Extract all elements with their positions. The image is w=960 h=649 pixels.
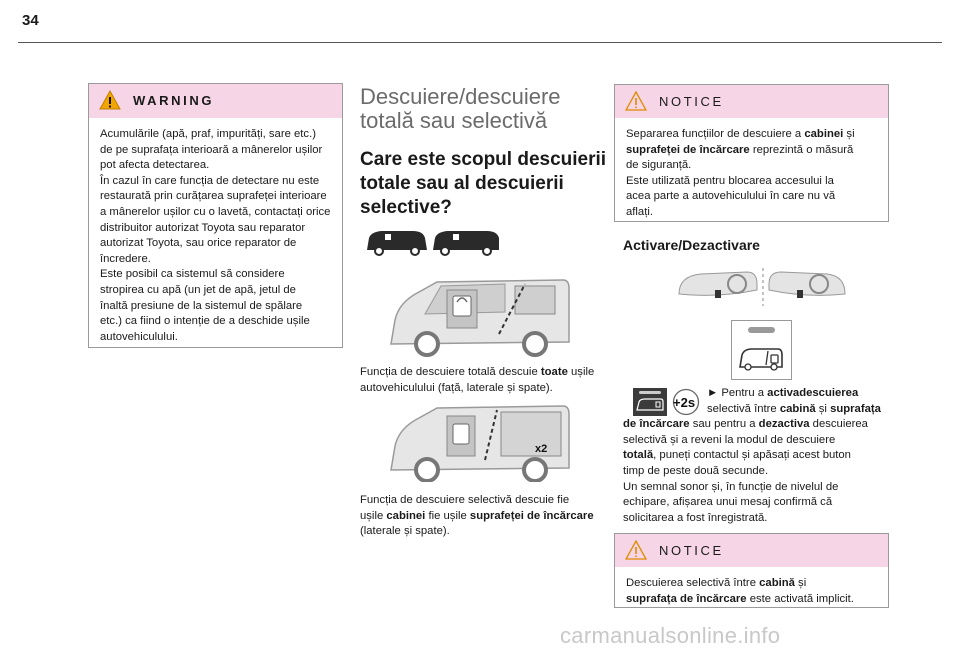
notice-line: acea parte a autovehiculului în care nu vă	[626, 190, 836, 203]
watermark: carmanualsonline.info	[560, 623, 781, 648]
warning-body	[89, 118, 342, 353]
total-unlock-text	[360, 365, 610, 396]
notice-line: suprafeței de încărcare reprezintă o măsură	[626, 143, 854, 156]
notice-box	[614, 84, 889, 222]
warning-box	[88, 83, 343, 348]
activation-line: ► Pentru a activadescuierea	[707, 387, 859, 399]
activation-line: totală, puneți contactul și apăsați acest buton	[623, 449, 851, 462]
van-total-unlock-illustration	[385, 272, 575, 358]
notice-header	[615, 85, 888, 118]
notice-body	[615, 567, 888, 615]
selective-unlock-line: ușile cabinei fie ușile suprafeței de încărcare	[360, 509, 594, 522]
activation-line: solicitarea a fost înregistrată.	[623, 511, 768, 524]
selective-unlock-line: (laterale și spate).	[360, 525, 450, 538]
warning-line: autorizat Toyota, sau orice reparator de	[100, 237, 297, 250]
section-subtitle-line: Care este scopul descuierii	[360, 149, 607, 170]
warning-line: a mânerelor ușilor cu o lavetă, contactați orice	[100, 205, 331, 218]
hold-badge-text: +2s	[673, 395, 696, 410]
selective-unlock-text	[360, 493, 615, 540]
notice-line: Separarea funcțiilor de descuiere a cabinei și	[626, 128, 855, 140]
activation-line: Un semnal sonor și, în funcție de nivelul de	[623, 480, 839, 493]
activation-heading: Activare/Dezactivare	[623, 237, 760, 253]
section-subtitle-line: totale sau al descuierii	[360, 173, 564, 194]
warning-line: Acumulările (apă, praf, impurități, sare etc.)	[100, 128, 316, 140]
activation-line: timp de peste două secunde.	[623, 464, 769, 477]
svg-text:x2: x2	[535, 443, 548, 455]
notice-line: Descuierea selectivă între cabină și	[626, 577, 807, 589]
total-unlock-line: autovehiculului (față, laterale și spate).	[360, 381, 553, 394]
section-title-line: Descuiere/descuiere	[360, 84, 561, 109]
notice-title: NOTICE	[659, 543, 724, 558]
notice-line: aflați.	[626, 205, 654, 218]
notice-box-2	[614, 533, 889, 608]
van-selective-unlock-illustration	[385, 400, 575, 482]
warning-line: încredere.	[100, 252, 151, 265]
dashboard-button-location-illustration	[677, 264, 847, 308]
section-title-line: totală sau selectivă	[360, 108, 548, 133]
activation-text	[623, 386, 891, 526]
warning-line: restaurată prin curățarea suprafeței interioare	[100, 190, 327, 203]
total-unlock-line: Funcția de descuiere totală descuie toate ușile	[360, 366, 595, 378]
warning-line: În cazul în care funcția de detectare nu este	[100, 174, 320, 187]
selective-unlock-line: Funcția de descuiere selectivă descuie fie	[360, 494, 570, 506]
van-variants-icon	[363, 226, 499, 256]
warning-line: distribuitor autorizat Toyota sau reparator	[100, 221, 306, 234]
warning-line: de pe suprafața interioară a mânerelor ușilor	[100, 143, 323, 156]
warning-line: etc.) ca fiind o intenție de a deschide ușile	[100, 315, 310, 328]
warning-title: WARNING	[133, 93, 215, 108]
selective-unlock-button-closeup	[731, 320, 792, 380]
warning-line: pot afecta detectarea.	[100, 159, 210, 172]
notice-line: suprafața de încărcare este activată implicit.	[626, 592, 854, 605]
notice-body	[615, 118, 888, 229]
warning-line: autovehiculului.	[100, 330, 178, 343]
page-number: 34	[22, 12, 39, 29]
notice-title: NOTICE	[659, 94, 724, 109]
section-title	[360, 85, 600, 133]
notice-header	[615, 534, 888, 567]
section-subtitle	[360, 148, 610, 220]
header-rule	[18, 42, 942, 43]
notice-triangle-icon	[625, 91, 647, 111]
activation-line: echipare, afișarea unui mesaj confirmă că	[623, 496, 833, 509]
van-lock-icon	[732, 321, 791, 379]
section-subtitle-line: selective?	[360, 197, 452, 218]
warning-triangle-icon	[99, 90, 121, 110]
notice-triangle-icon	[625, 540, 647, 560]
warning-line: înaltă presiune de la sistemul de spălare	[100, 299, 303, 312]
activation-line: de încărcare sau pentru a dezactiva descuierea	[623, 418, 868, 431]
notice-line: Este utilizată pentru blocarea accesului la	[626, 174, 834, 187]
warning-line: Este posibil ca sistemul să considere	[100, 268, 285, 281]
activation-line: selectivă și a reveni la modul de descuiere	[623, 433, 836, 446]
warning-header	[89, 84, 342, 118]
notice-line: de siguranță.	[626, 159, 692, 172]
warning-line: stropirea cu apă (un jet de apă, jetul de	[100, 283, 296, 296]
activation-line: selectivă între cabină și suprafața	[707, 402, 881, 415]
